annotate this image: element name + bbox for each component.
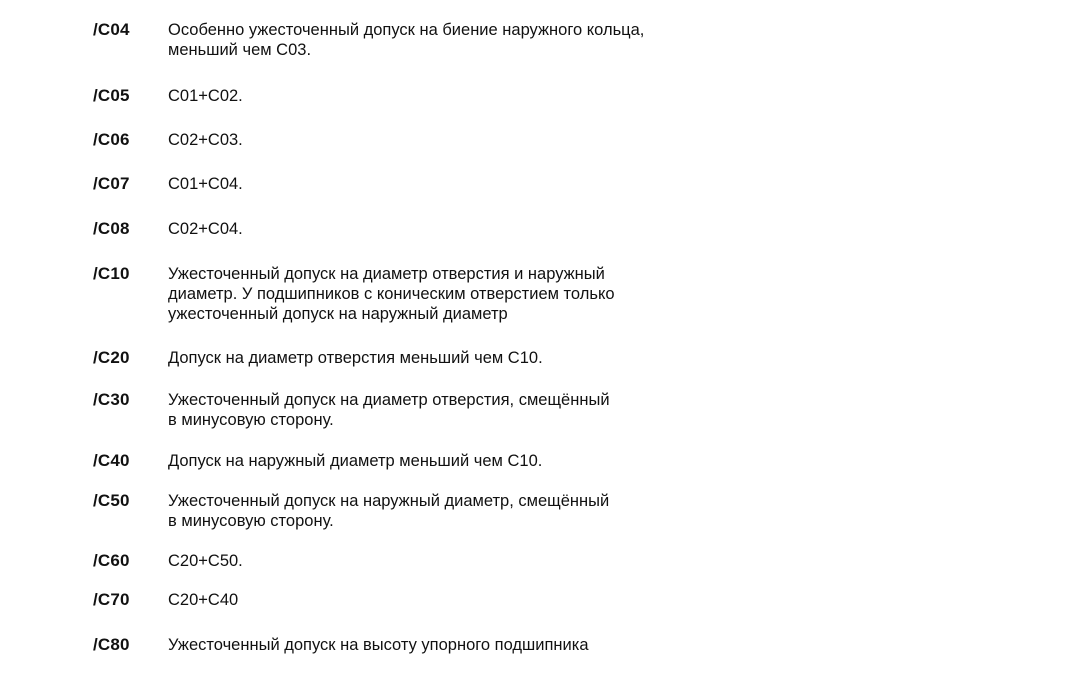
- entry-c06: [93, 130, 993, 150]
- entry-c70: [93, 590, 993, 610]
- entry-description: C02+C04.: [168, 220, 243, 238]
- entry-code: /C10: [93, 264, 130, 283]
- entry-c20: [93, 348, 993, 368]
- entry-description: Ужесточенный допуск на высоту упорного подшипника: [168, 636, 589, 654]
- entry-description: C01+C02.: [168, 87, 243, 105]
- entry-code: /C50: [93, 491, 130, 510]
- entry-description: C20+C40: [168, 591, 239, 609]
- entry-code: /C40: [93, 451, 130, 470]
- entry-description: Допуск на диаметр отверстия меньший чем C10.: [168, 349, 543, 367]
- entry-code: /C60: [93, 551, 130, 570]
- entry-code: /C06: [93, 130, 130, 149]
- entry-description: C01+C04.: [168, 175, 243, 193]
- entry-c50: [93, 491, 993, 531]
- entry-c40: [93, 451, 993, 471]
- entry-c60: [93, 551, 993, 571]
- entry-code: /C20: [93, 348, 130, 367]
- entry-code: /C70: [93, 590, 130, 609]
- entry-c04: [93, 20, 993, 60]
- entry-description: C20+C50.: [168, 552, 243, 570]
- entry-description: Ужесточенный допуск на диаметр отверстия и наружный диаметр. У подшипников с коническим отверстием только ужесточенный допуск на наружный диаметр: [168, 265, 615, 323]
- entry-code: /C08: [93, 219, 130, 238]
- entry-description: Особенно ужесточенный допуск на биение наружного кольца, меньший чем C03.: [168, 21, 645, 59]
- entry-code: /C04: [93, 20, 130, 39]
- entry-c10: [93, 264, 993, 324]
- entry-c30: [93, 390, 993, 430]
- entry-description: C02+C03.: [168, 131, 243, 149]
- entry-c05: [93, 86, 993, 106]
- entry-code: /C05: [93, 86, 130, 105]
- entry-description: Ужесточенный допуск на диаметр отверстия, смещённый в минусовую сторону.: [168, 391, 610, 429]
- entry-code: /C80: [93, 635, 130, 654]
- entry-c07: [93, 174, 993, 194]
- entry-description: Допуск на наружный диаметр меньший чем C10.: [168, 452, 543, 470]
- entry-code: /C30: [93, 390, 130, 409]
- entry-c80: [93, 635, 993, 655]
- entry-description: Ужесточенный допуск на наружный диаметр, смещённый в минусовую сторону.: [168, 492, 610, 530]
- entry-c08: [93, 219, 993, 239]
- entry-code: /C07: [93, 174, 130, 193]
